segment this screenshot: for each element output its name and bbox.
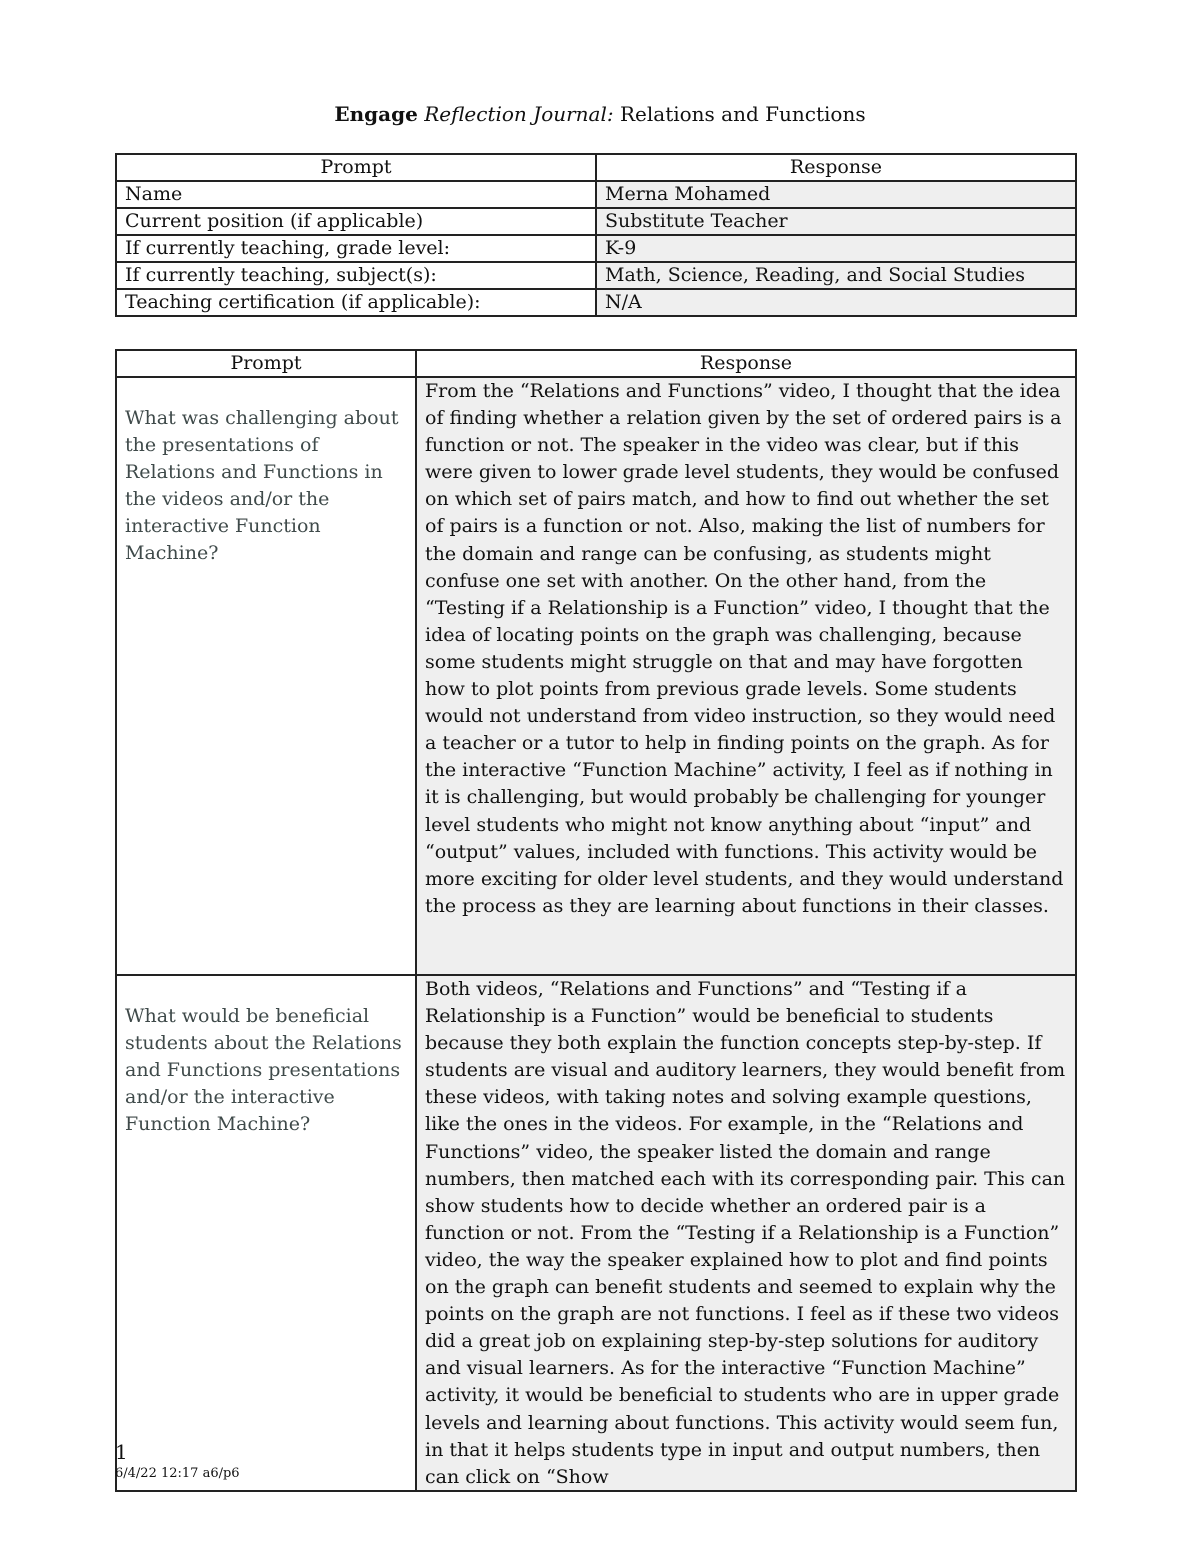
info-header-response: Response xyxy=(596,154,1076,181)
info-header-row xyxy=(116,154,1076,181)
page-number: 1 xyxy=(115,1440,128,1464)
info-prompt: Name xyxy=(116,181,596,208)
document-title xyxy=(0,100,1200,128)
reflection-prompt: What would be beneficial students about the Relations and Functions presentations and/or the interactive Function Machine? xyxy=(116,975,416,1491)
reflection-table xyxy=(115,349,1077,1492)
title-rest: Relations and Functions xyxy=(619,102,866,126)
reflection-header-prompt: Prompt xyxy=(116,350,416,377)
title-italic: Reflection Journal: xyxy=(424,102,614,126)
info-response-field[interactable]: Substitute Teacher xyxy=(596,208,1076,235)
info-row xyxy=(116,235,1076,262)
info-response-field[interactable]: K-9 xyxy=(596,235,1076,262)
info-response-field[interactable]: Merna Mohamed xyxy=(596,181,1076,208)
reflection-row xyxy=(116,377,1076,975)
reflection-header-row xyxy=(116,350,1076,377)
info-row xyxy=(116,208,1076,235)
info-prompt: If currently teaching, subject(s): xyxy=(116,262,596,289)
reflection-header-response: Response xyxy=(416,350,1076,377)
info-prompt: If currently teaching, grade level: xyxy=(116,235,596,262)
print-timestamp: 6/4/22 12:17 a6/p6 xyxy=(115,1466,240,1481)
info-response-field[interactable]: Math, Science, Reading, and Social Studies xyxy=(596,262,1076,289)
reflection-response-field[interactable]: From the “Relations and Functions” video, I thought that the idea of finding whether a relation given by the set of ordered pairs is a function or not. The speaker in the video was clear, but if this were given to lower grade level students, they would be confused on which set of pairs match, and how to find out whether the set of pairs is a function or not. Also, making the list of numbers for the domain and range can be confusing, as students might confuse one set with another. On the other hand, from the “Testing if a Relationship is a Function” video, I thought that the idea of locating points on the graph was challenging, because some students might struggle on that and may have forgotten how to plot points from previous grade levels. Some students would not understand from video instruction, so they would need a teacher or a tutor to help in finding points on the graph. As for the interactive “Function Machine” activity, I feel as if nothing in it is challenging, but would probably be challenging for younger level students who might not know anything about “input” and “output” values, included with functions. This activity would be more exciting for older level students, and they would understand the process as they are learning about functions in their classes. xyxy=(416,377,1076,975)
info-row xyxy=(116,289,1076,316)
info-prompt: Current position (if applicable) xyxy=(116,208,596,235)
info-prompt: Teaching certification (if applicable): xyxy=(116,289,596,316)
reflection-row xyxy=(116,975,1076,1491)
reflection-response-field[interactable] xyxy=(416,975,1076,1491)
reflection-prompt: What was challenging about the presentations of Relations and Functions in the videos and/or the interactive Function Machine? xyxy=(116,377,416,975)
reflection-response-text: Both videos, “Relations and Functions” and “Testing if a Relationship is a Function” would be beneficial to students because they both explain the function concepts step-by-step. If students are visual and auditory learners, they would benefit from these videos, with taking notes and solving example questions, like the ones in the videos. For example, in the “Relations and Functions” video, the speaker listed the domain and range numbers, then matched each with its corresponding pair. This can show students how to decide whether an ordered pair is a function or not. From the “Testing if a Relationship is a Function” video, the way the speaker explained how to plot and find points on the graph can benefit students and seemed to explain why the points on the graph are not functions. I feel as if these two videos did a great job on explaining step-by-step solutions for auditory and visual learners. As for the interactive “Function Machine” activity, it would be beneficial to students who are in upper grade levels and learning about functions. This activity would seem fun, in that it helps students type in input and output numbers, then can click on “Show xyxy=(425,978,1066,1488)
info-header-prompt: Prompt xyxy=(116,154,596,181)
info-row xyxy=(116,181,1076,208)
title-bold: Engage xyxy=(334,102,418,126)
info-table xyxy=(115,153,1077,317)
info-row xyxy=(116,262,1076,289)
info-response-field[interactable]: N/A xyxy=(596,289,1076,316)
